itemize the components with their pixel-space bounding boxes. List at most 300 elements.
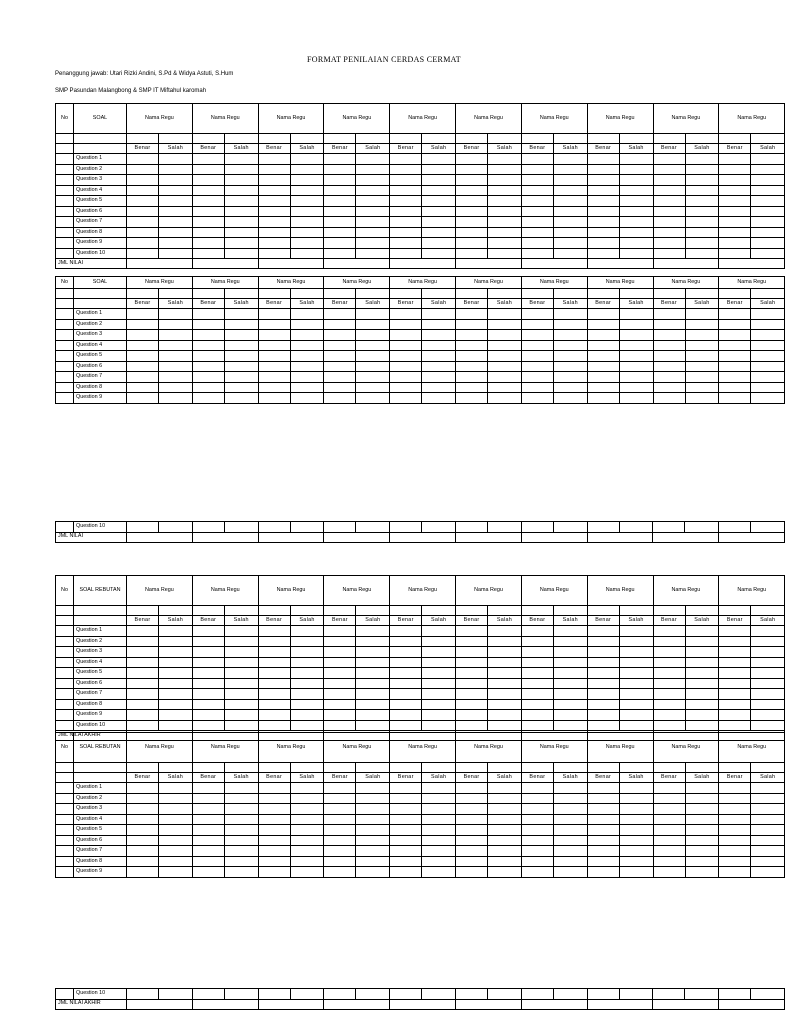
score-cell-benar[interactable] [258,206,290,217]
score-cell-benar[interactable] [390,330,422,341]
score-cell-salah[interactable] [619,319,653,330]
score-cell-salah[interactable] [553,351,587,362]
score-cell-salah[interactable] [159,206,193,217]
score-cell-benar[interactable] [390,710,422,721]
score-cell-salah[interactable] [422,164,456,175]
total-cell[interactable] [390,532,456,542]
score-cell-benar[interactable] [324,804,356,815]
score-cell-salah[interactable] [487,522,521,533]
score-cell-benar[interactable] [390,793,422,804]
score-cell-salah[interactable] [751,636,785,647]
score-cell-salah[interactable] [553,689,587,700]
score-cell-salah[interactable] [224,783,258,794]
score-cell-salah[interactable] [488,217,522,228]
score-cell-salah[interactable] [751,372,785,383]
score-cell-benar[interactable] [521,835,553,846]
score-cell-benar[interactable] [127,217,159,228]
score-cell-salah[interactable] [422,319,456,330]
score-cell-salah[interactable] [224,689,258,700]
score-cell-benar[interactable] [192,793,224,804]
score-cell-salah[interactable] [224,309,258,320]
score-cell-benar[interactable] [390,867,422,878]
score-cell-salah[interactable] [224,793,258,804]
score-cell-salah[interactable] [224,699,258,710]
score-cell-benar[interactable] [455,522,487,533]
score-cell-salah[interactable] [422,154,456,165]
score-cell-salah[interactable] [224,330,258,341]
score-cell-benar[interactable] [719,372,751,383]
score-cell-benar[interactable] [456,710,488,721]
score-cell-benar[interactable] [719,689,751,700]
score-cell-benar[interactable] [324,867,356,878]
score-cell-benar[interactable] [324,351,356,362]
score-cell-salah[interactable] [619,522,653,533]
score-cell-benar[interactable] [587,372,619,383]
total-cell[interactable] [521,532,587,542]
score-cell-salah[interactable] [685,217,719,228]
score-cell-benar[interactable] [192,678,224,689]
score-cell-salah[interactable] [159,351,193,362]
score-cell-salah[interactable] [751,185,785,196]
score-cell-benar[interactable] [719,783,751,794]
score-cell-salah[interactable] [553,720,587,731]
score-cell-benar[interactable] [127,835,159,846]
score-cell-benar[interactable] [587,522,619,533]
score-cell-salah[interactable] [356,793,390,804]
score-cell-benar[interactable] [719,793,751,804]
score-cell-benar[interactable] [587,340,619,351]
score-cell-benar[interactable] [390,185,422,196]
score-cell-benar[interactable] [127,793,159,804]
score-cell-benar[interactable] [192,825,224,836]
score-cell-salah[interactable] [290,206,324,217]
score-cell-benar[interactable] [719,720,751,731]
score-cell-benar[interactable] [653,846,685,857]
score-cell-salah[interactable] [488,710,522,721]
score-cell-salah[interactable] [487,989,521,1000]
score-cell-salah[interactable] [751,175,785,186]
score-cell-salah[interactable] [290,626,324,637]
score-cell-benar[interactable] [719,699,751,710]
score-cell-salah[interactable] [290,522,324,533]
score-cell-benar[interactable] [127,668,159,679]
score-cell-salah[interactable] [224,647,258,658]
score-cell-benar[interactable] [653,372,685,383]
score-cell-salah[interactable] [356,330,390,341]
score-cell-benar[interactable] [456,636,488,647]
score-cell-benar[interactable] [324,175,356,186]
score-cell-benar[interactable] [719,340,751,351]
score-cell-benar[interactable] [719,647,751,658]
score-cell-salah[interactable] [619,393,653,404]
score-cell-benar[interactable] [653,825,685,836]
score-cell-salah[interactable] [488,835,522,846]
score-cell-salah[interactable] [290,185,324,196]
score-cell-benar[interactable] [521,330,553,341]
score-cell-salah[interactable] [751,248,785,259]
score-cell-benar[interactable] [258,814,290,825]
score-cell-salah[interactable] [619,647,653,658]
total-cell[interactable] [521,259,587,269]
score-cell-benar[interactable] [653,636,685,647]
score-cell-benar[interactable] [390,783,422,794]
score-cell-benar[interactable] [127,319,159,330]
score-cell-benar[interactable] [719,626,751,637]
score-cell-benar[interactable] [192,989,224,1000]
score-cell-benar[interactable] [390,217,422,228]
score-cell-salah[interactable] [751,227,785,238]
score-cell-benar[interactable] [719,867,751,878]
score-cell-benar[interactable] [653,238,685,249]
score-cell-benar[interactable] [324,846,356,857]
score-cell-salah[interactable] [290,238,324,249]
score-cell-benar[interactable] [587,351,619,362]
score-cell-salah[interactable] [356,248,390,259]
score-cell-benar[interactable] [324,227,356,238]
score-cell-benar[interactable] [719,185,751,196]
score-cell-benar[interactable] [192,206,224,217]
score-cell-salah[interactable] [619,351,653,362]
score-cell-salah[interactable] [488,309,522,320]
score-cell-benar[interactable] [653,196,685,207]
score-cell-benar[interactable] [324,164,356,175]
score-cell-salah[interactable] [159,793,193,804]
score-cell-benar[interactable] [456,856,488,867]
score-cell-benar[interactable] [390,309,422,320]
total-cell[interactable] [258,999,324,1009]
score-cell-salah[interactable] [619,783,653,794]
score-cell-salah[interactable] [488,248,522,259]
score-cell-salah[interactable] [751,668,785,679]
score-cell-benar[interactable] [258,856,290,867]
score-cell-benar[interactable] [521,248,553,259]
score-cell-salah[interactable] [553,710,587,721]
total-cell[interactable] [719,999,785,1009]
score-cell-salah[interactable] [356,835,390,846]
score-cell-benar[interactable] [719,522,751,533]
score-cell-salah[interactable] [488,678,522,689]
score-cell-salah[interactable] [422,783,456,794]
score-cell-benar[interactable] [192,867,224,878]
score-cell-benar[interactable] [653,856,685,867]
score-cell-benar[interactable] [324,689,356,700]
score-cell-salah[interactable] [553,372,587,383]
score-cell-benar[interactable] [456,227,488,238]
score-cell-salah[interactable] [356,340,390,351]
score-cell-salah[interactable] [290,227,324,238]
score-cell-salah[interactable] [751,351,785,362]
score-cell-salah[interactable] [356,814,390,825]
score-cell-benar[interactable] [587,196,619,207]
score-cell-benar[interactable] [456,720,488,731]
score-cell-salah[interactable] [159,522,193,533]
score-cell-salah[interactable] [685,319,719,330]
total-cell[interactable] [324,999,390,1009]
score-cell-benar[interactable] [390,238,422,249]
score-cell-benar[interactable] [324,626,356,637]
score-cell-salah[interactable] [422,846,456,857]
score-cell-benar[interactable] [456,647,488,658]
score-cell-benar[interactable] [192,393,224,404]
score-cell-benar[interactable] [127,783,159,794]
total-cell[interactable] [455,999,521,1009]
score-cell-benar[interactable] [653,351,685,362]
score-cell-salah[interactable] [159,309,193,320]
score-cell-salah[interactable] [751,689,785,700]
score-cell-salah[interactable] [159,825,193,836]
score-cell-salah[interactable] [159,835,193,846]
score-cell-benar[interactable] [192,626,224,637]
score-cell-benar[interactable] [127,175,159,186]
score-cell-salah[interactable] [159,372,193,383]
score-cell-benar[interactable] [456,657,488,668]
score-cell-benar[interactable] [456,699,488,710]
score-cell-salah[interactable] [159,319,193,330]
score-cell-benar[interactable] [192,340,224,351]
score-cell-benar[interactable] [587,330,619,341]
score-cell-benar[interactable] [324,657,356,668]
score-cell-benar[interactable] [192,351,224,362]
score-cell-benar[interactable] [456,689,488,700]
score-cell-benar[interactable] [324,825,356,836]
score-cell-salah[interactable] [488,657,522,668]
score-cell-benar[interactable] [127,846,159,857]
score-cell-benar[interactable] [324,340,356,351]
score-cell-benar[interactable] [258,647,290,658]
total-cell[interactable] [587,999,653,1009]
score-cell-benar[interactable] [456,783,488,794]
score-cell-benar[interactable] [192,783,224,794]
score-cell-benar[interactable] [324,720,356,731]
score-cell-salah[interactable] [356,657,390,668]
score-cell-salah[interactable] [553,164,587,175]
score-cell-benar[interactable] [324,393,356,404]
score-cell-salah[interactable] [685,227,719,238]
score-cell-salah[interactable] [290,351,324,362]
score-cell-salah[interactable] [553,825,587,836]
score-cell-benar[interactable] [127,626,159,637]
score-cell-benar[interactable] [719,382,751,393]
score-cell-salah[interactable] [224,846,258,857]
score-cell-benar[interactable] [127,196,159,207]
score-cell-benar[interactable] [127,804,159,815]
score-cell-salah[interactable] [488,185,522,196]
score-cell-salah[interactable] [290,668,324,679]
score-cell-salah[interactable] [553,793,587,804]
score-cell-salah[interactable] [488,626,522,637]
total-cell[interactable] [719,259,785,269]
score-cell-benar[interactable] [653,793,685,804]
score-cell-salah[interactable] [224,867,258,878]
score-cell-benar[interactable] [587,678,619,689]
score-cell-salah[interactable] [159,657,193,668]
score-cell-benar[interactable] [456,835,488,846]
score-cell-salah[interactable] [553,206,587,217]
score-cell-salah[interactable] [159,814,193,825]
score-cell-salah[interactable] [422,361,456,372]
score-cell-salah[interactable] [751,206,785,217]
score-cell-salah[interactable] [488,393,522,404]
score-cell-benar[interactable] [192,248,224,259]
score-cell-benar[interactable] [390,647,422,658]
score-cell-benar[interactable] [127,699,159,710]
score-cell-benar[interactable] [521,846,553,857]
score-cell-salah[interactable] [290,330,324,341]
score-cell-salah[interactable] [224,393,258,404]
score-cell-salah[interactable] [422,196,456,207]
score-cell-salah[interactable] [290,678,324,689]
score-cell-salah[interactable] [685,361,719,372]
score-cell-salah[interactable] [751,393,785,404]
score-cell-benar[interactable] [192,227,224,238]
score-cell-salah[interactable] [159,154,193,165]
score-cell-salah[interactable] [290,867,324,878]
score-cell-benar[interactable] [192,835,224,846]
score-cell-salah[interactable] [422,382,456,393]
score-cell-salah[interactable] [685,382,719,393]
score-cell-benar[interactable] [653,206,685,217]
score-cell-benar[interactable] [587,856,619,867]
score-cell-salah[interactable] [685,206,719,217]
score-cell-benar[interactable] [719,668,751,679]
score-cell-salah[interactable] [751,867,785,878]
score-cell-salah[interactable] [224,825,258,836]
score-cell-salah[interactable] [619,846,653,857]
score-cell-benar[interactable] [719,989,751,1000]
score-cell-salah[interactable] [422,340,456,351]
score-cell-salah[interactable] [159,217,193,228]
score-cell-salah[interactable] [356,206,390,217]
score-cell-benar[interactable] [324,710,356,721]
score-cell-benar[interactable] [521,382,553,393]
score-cell-salah[interactable] [159,330,193,341]
score-cell-benar[interactable] [324,319,356,330]
score-cell-salah[interactable] [619,668,653,679]
total-cell[interactable] [455,532,521,542]
score-cell-benar[interactable] [653,393,685,404]
score-cell-salah[interactable] [224,626,258,637]
score-cell-salah[interactable] [685,626,719,637]
score-cell-benar[interactable] [587,361,619,372]
score-cell-salah[interactable] [159,783,193,794]
score-cell-salah[interactable] [488,846,522,857]
score-cell-benar[interactable] [192,309,224,320]
score-cell-salah[interactable] [422,351,456,362]
score-cell-salah[interactable] [224,636,258,647]
score-cell-benar[interactable] [653,309,685,320]
score-cell-benar[interactable] [324,814,356,825]
score-cell-salah[interactable] [290,164,324,175]
score-cell-benar[interactable] [587,175,619,186]
score-cell-benar[interactable] [324,989,356,1000]
score-cell-benar[interactable] [258,783,290,794]
score-cell-benar[interactable] [390,657,422,668]
score-cell-benar[interactable] [587,636,619,647]
score-cell-salah[interactable] [224,372,258,383]
score-cell-benar[interactable] [521,825,553,836]
score-cell-benar[interactable] [127,825,159,836]
score-cell-benar[interactable] [258,196,290,207]
score-cell-salah[interactable] [159,361,193,372]
score-cell-benar[interactable] [258,227,290,238]
score-cell-salah[interactable] [422,393,456,404]
score-cell-salah[interactable] [488,175,522,186]
score-cell-benar[interactable] [127,154,159,165]
score-cell-salah[interactable] [422,626,456,637]
score-cell-benar[interactable] [192,175,224,186]
score-cell-benar[interactable] [192,522,224,533]
score-cell-benar[interactable] [456,793,488,804]
score-cell-salah[interactable] [619,217,653,228]
score-cell-benar[interactable] [653,217,685,228]
score-cell-salah[interactable] [290,372,324,383]
score-cell-benar[interactable] [192,636,224,647]
score-cell-salah[interactable] [619,185,653,196]
score-cell-benar[interactable] [390,825,422,836]
total-cell[interactable] [127,532,193,542]
score-cell-benar[interactable] [390,340,422,351]
score-cell-benar[interactable] [192,814,224,825]
score-cell-salah[interactable] [751,710,785,721]
score-cell-salah[interactable] [751,856,785,867]
score-cell-salah[interactable] [356,238,390,249]
score-cell-benar[interactable] [127,856,159,867]
score-cell-benar[interactable] [192,710,224,721]
score-cell-salah[interactable] [356,196,390,207]
score-cell-benar[interactable] [258,710,290,721]
score-cell-benar[interactable] [192,238,224,249]
score-cell-salah[interactable] [290,825,324,836]
score-cell-benar[interactable] [521,154,553,165]
score-cell-benar[interactable] [258,825,290,836]
score-cell-salah[interactable] [488,340,522,351]
score-cell-benar[interactable] [324,522,356,533]
score-cell-benar[interactable] [653,668,685,679]
score-cell-benar[interactable] [456,804,488,815]
score-cell-salah[interactable] [619,793,653,804]
score-cell-salah[interactable] [751,846,785,857]
score-cell-benar[interactable] [192,804,224,815]
score-cell-benar[interactable] [192,382,224,393]
score-cell-salah[interactable] [751,361,785,372]
score-cell-salah[interactable] [619,699,653,710]
score-cell-salah[interactable] [553,678,587,689]
score-cell-salah[interactable] [356,804,390,815]
score-cell-salah[interactable] [619,309,653,320]
score-cell-benar[interactable] [719,835,751,846]
score-cell-benar[interactable] [390,248,422,259]
score-cell-salah[interactable] [619,689,653,700]
score-cell-salah[interactable] [685,154,719,165]
score-cell-benar[interactable] [258,154,290,165]
score-cell-benar[interactable] [719,238,751,249]
score-cell-benar[interactable] [324,783,356,794]
score-cell-benar[interactable] [390,835,422,846]
score-cell-benar[interactable] [127,372,159,383]
score-cell-salah[interactable] [224,720,258,731]
score-cell-salah[interactable] [290,196,324,207]
score-cell-salah[interactable] [553,319,587,330]
score-cell-salah[interactable] [751,804,785,815]
score-cell-salah[interactable] [553,185,587,196]
score-cell-benar[interactable] [258,248,290,259]
score-cell-salah[interactable] [553,382,587,393]
score-cell-salah[interactable] [685,647,719,658]
score-cell-salah[interactable] [422,309,456,320]
total-cell[interactable] [258,532,324,542]
score-cell-salah[interactable] [553,227,587,238]
score-cell-salah[interactable] [685,804,719,815]
